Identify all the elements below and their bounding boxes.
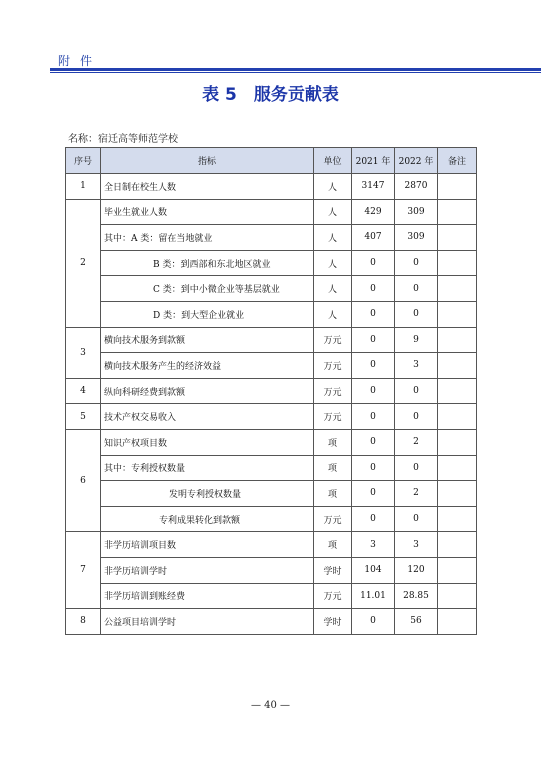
header-no: 序号 — [66, 148, 101, 174]
table-row — [66, 557, 477, 583]
cell-unit: 万元 — [314, 327, 352, 353]
cell-2021: 0 — [352, 276, 395, 302]
cell-unit: 人 — [314, 225, 352, 251]
cell-2022: 0 — [395, 276, 438, 302]
cell-2021: 0 — [352, 301, 395, 327]
cell-2022: 120 — [395, 557, 438, 583]
table-row — [66, 532, 477, 558]
table-row — [66, 276, 477, 302]
header-indicator: 指标 — [101, 148, 314, 174]
header-2021: 2021 年 — [352, 148, 395, 174]
table-row — [66, 609, 477, 635]
cell-indicator: 知识产权项目数 — [101, 429, 314, 455]
cell-2021: 0 — [352, 455, 395, 481]
cell-2021: 0 — [352, 404, 395, 430]
cell-2022: 3 — [395, 532, 438, 558]
cell-no: 2 — [66, 199, 101, 327]
cell-indicator: 非学历培训到账经费 — [101, 583, 314, 609]
table-header-row — [66, 148, 477, 174]
cell-note — [438, 174, 477, 200]
cell-2022: 56 — [395, 609, 438, 635]
cell-2022: 2870 — [395, 174, 438, 200]
cell-unit: 万元 — [314, 378, 352, 404]
cell-note — [438, 378, 477, 404]
table-row — [66, 429, 477, 455]
cell-note — [438, 327, 477, 353]
cell-note — [438, 557, 477, 583]
cell-2021: 0 — [352, 429, 395, 455]
table-row — [66, 583, 477, 609]
cell-2022: 0 — [395, 250, 438, 276]
cell-2021: 0 — [352, 353, 395, 379]
cell-unit: 学时 — [314, 557, 352, 583]
cell-indicator: 其中：专利授权数量 — [101, 455, 314, 481]
cell-note — [438, 250, 477, 276]
cell-2021: 3147 — [352, 174, 395, 200]
cell-no: 4 — [66, 378, 101, 404]
cell-indicator: 其中：A 类：留在当地就业 — [101, 225, 314, 251]
cell-note — [438, 404, 477, 430]
cell-indicator: 非学历培训学时 — [101, 557, 314, 583]
cell-no: 1 — [66, 174, 101, 200]
cell-indicator: 技术产权交易收入 — [101, 404, 314, 430]
table-row — [66, 378, 477, 404]
cell-indicator: 纵向科研经费到款额 — [101, 378, 314, 404]
cell-2022: 9 — [395, 327, 438, 353]
cell-2022: 0 — [395, 506, 438, 532]
cell-note — [438, 583, 477, 609]
cell-unit: 人 — [314, 199, 352, 225]
header-unit: 单位 — [314, 148, 352, 174]
cell-2021: 0 — [352, 250, 395, 276]
cell-indicator: 公益项目培训学时 — [101, 609, 314, 635]
cell-2021: 0 — [352, 506, 395, 532]
cell-unit: 项 — [314, 481, 352, 507]
table-title: 表 5 服务贡献表 — [202, 85, 339, 105]
cell-no: 6 — [66, 429, 101, 531]
cell-unit: 项 — [314, 455, 352, 481]
cell-2022: 28.85 — [395, 583, 438, 609]
table-row — [66, 327, 477, 353]
table-row — [66, 404, 477, 430]
table-body — [66, 174, 477, 635]
cell-note — [438, 301, 477, 327]
school-name: 名称：宿迁高等师范学校 — [68, 134, 178, 145]
table-row — [66, 174, 477, 200]
cell-unit: 人 — [314, 174, 352, 200]
cell-2021: 0 — [352, 609, 395, 635]
cell-unit: 万元 — [314, 583, 352, 609]
cell-note — [438, 276, 477, 302]
cell-2022: 3 — [395, 353, 438, 379]
table-row — [66, 455, 477, 481]
table-row — [66, 199, 477, 225]
cell-2021: 0 — [352, 327, 395, 353]
cell-unit: 人 — [314, 276, 352, 302]
cell-2022: 309 — [395, 225, 438, 251]
cell-2022: 0 — [395, 404, 438, 430]
cell-2021: 429 — [352, 199, 395, 225]
cell-unit: 万元 — [314, 506, 352, 532]
cell-2022: 309 — [395, 199, 438, 225]
cell-unit: 学时 — [314, 609, 352, 635]
cell-indicator: 专利成果转化到款额 — [101, 506, 314, 532]
cell-note — [438, 199, 477, 225]
service-contribution-table — [65, 147, 477, 635]
cell-note — [438, 429, 477, 455]
cell-unit: 项 — [314, 532, 352, 558]
cell-indicator: 全日制在校生人数 — [101, 174, 314, 200]
cell-note — [438, 532, 477, 558]
table-row — [66, 301, 477, 327]
cell-no: 3 — [66, 327, 101, 378]
cell-note — [438, 225, 477, 251]
cell-2022: 2 — [395, 429, 438, 455]
header-rule-thick — [50, 68, 541, 71]
page-header — [0, 0, 541, 70]
cell-indicator: C 类：到中小微企业等基层就业 — [101, 276, 314, 302]
header-2022: 2022 年 — [395, 148, 438, 174]
cell-2022: 0 — [395, 301, 438, 327]
cell-note — [438, 609, 477, 635]
cell-no: 5 — [66, 404, 101, 430]
cell-indicator: 横向技术服务产生的经济效益 — [101, 353, 314, 379]
cell-unit: 万元 — [314, 353, 352, 379]
table-row — [66, 481, 477, 507]
cell-unit: 万元 — [314, 404, 352, 430]
table-row — [66, 225, 477, 251]
cell-note — [438, 455, 477, 481]
cell-indicator: B 类：到西部和东北地区就业 — [101, 250, 314, 276]
cell-2022: 0 — [395, 455, 438, 481]
cell-unit: 项 — [314, 429, 352, 455]
cell-indicator: D 类：到大型企业就业 — [101, 301, 314, 327]
table-row — [66, 250, 477, 276]
table-row — [66, 353, 477, 379]
cell-2021: 11.01 — [352, 583, 395, 609]
table-row — [66, 506, 477, 532]
page-number: — 40 — — [250, 700, 291, 711]
cell-note — [438, 353, 477, 379]
cell-note — [438, 481, 477, 507]
cell-2022: 0 — [395, 378, 438, 404]
cell-2021: 3 — [352, 532, 395, 558]
cell-no: 8 — [66, 609, 101, 635]
header-rule-thin — [50, 72, 541, 73]
cell-indicator: 横向技术服务到款额 — [101, 327, 314, 353]
cell-unit: 人 — [314, 301, 352, 327]
cell-no: 7 — [66, 532, 101, 609]
header-note: 备注 — [438, 148, 477, 174]
cell-2021: 104 — [352, 557, 395, 583]
cell-indicator: 毕业生就业人数 — [101, 199, 314, 225]
cell-note — [438, 506, 477, 532]
cell-unit: 人 — [314, 250, 352, 276]
cell-2022: 2 — [395, 481, 438, 507]
cell-2021: 0 — [352, 481, 395, 507]
header-label: 附件 — [58, 54, 103, 68]
cell-2021: 0 — [352, 378, 395, 404]
cell-2021: 407 — [352, 225, 395, 251]
cell-indicator: 发明专利授权数量 — [101, 481, 314, 507]
cell-indicator: 非学历培训项目数 — [101, 532, 314, 558]
